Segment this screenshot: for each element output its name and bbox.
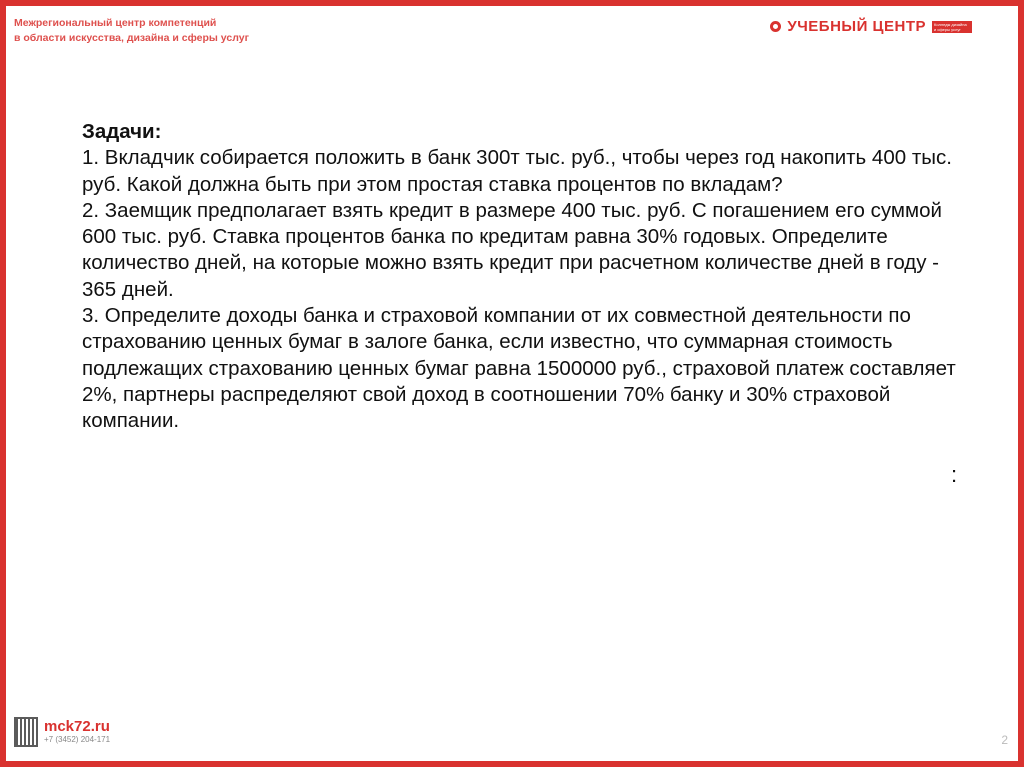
task-3: 3. Определите доходы банка и страховой компании от их совместной деятельности по страхованию ценных бумаг в залоге банка, если известно, что суммарная стоимость подлежащих страхованию ценных бумаг равна 1500000 руб., страховой платеж составляет 2%, партнеры распределяют свой доход в соотношении 70% банку и 30% страховой компании. xyxy=(82,304,956,433)
footer-phone: +7 (3452) 204-171 xyxy=(44,735,111,744)
training-center-logo xyxy=(770,18,972,35)
organization-line-2: в области искусства, дизайна и сферы услуг xyxy=(14,32,249,44)
logo-tag: Колледж дизайна и сферы услуг xyxy=(932,21,972,33)
task-2: 2. Заемщик предполагает взять кредит в размере 400 тыс. руб. С погашением его суммой 600 тыс. руб. Ставка процентов банка по кредитам равна 30% годовых. Определите количество дней, на которые можно взять кредит при расчетном количестве дней в году - 365 дней. xyxy=(82,198,942,301)
organization-line-1: Межрегиональный центр компетенций xyxy=(14,17,217,29)
stray-colon: : xyxy=(951,462,958,487)
footer-contacts xyxy=(14,717,110,747)
logo-text: УЧЕБНЫЙ ЦЕНТР xyxy=(787,18,926,35)
slide-content xyxy=(82,119,962,435)
qr-code-icon xyxy=(14,717,38,747)
logo-circle-icon xyxy=(770,21,781,32)
organization-name xyxy=(14,16,294,46)
task-1: 1. Вкладчик собирается положить в банк 300т тыс. руб., чтобы через год накопить 400 тыс. руб. Какой должна быть при этом простая ставка процентов по вкладам? xyxy=(82,146,952,196)
footer-site-link[interactable]: mck72.ru xyxy=(44,718,110,735)
slide-title: Задачи: xyxy=(82,120,162,143)
page-number: 2 xyxy=(1001,733,1008,747)
